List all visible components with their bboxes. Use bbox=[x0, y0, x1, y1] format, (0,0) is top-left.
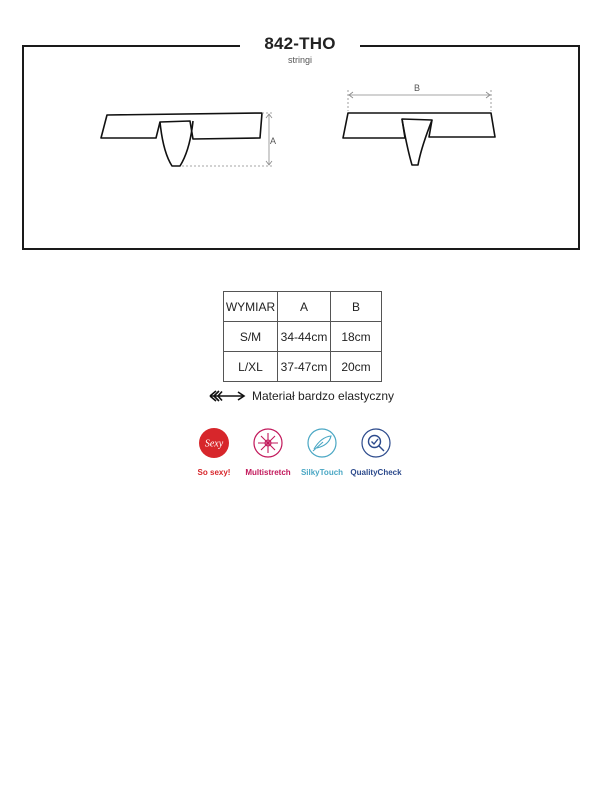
dimension-a-label: A bbox=[270, 136, 277, 146]
front-pouch bbox=[160, 121, 193, 166]
front-waistband bbox=[101, 113, 262, 139]
front-view-drawing bbox=[101, 113, 262, 166]
back-string bbox=[402, 119, 432, 165]
stretch-arrows-icon bbox=[208, 390, 246, 402]
table-header-row bbox=[224, 292, 382, 322]
table-header-cell: B bbox=[331, 292, 382, 322]
table-row bbox=[224, 352, 382, 382]
table-cell: 20cm bbox=[331, 352, 382, 382]
table-header-cell: A bbox=[278, 292, 331, 322]
thong-diagram bbox=[0, 0, 600, 260]
table-cell: 18cm bbox=[331, 322, 382, 352]
table-cell: L/XL bbox=[224, 352, 278, 382]
dimension-b bbox=[348, 90, 491, 111]
back-waistband bbox=[343, 113, 495, 138]
stretch-note-text: Materiał bardzo elastyczny bbox=[252, 389, 395, 403]
badge-label: QualityCheck bbox=[350, 468, 402, 477]
feather-icon bbox=[307, 428, 337, 458]
sexy-icon-text: Sexy bbox=[204, 438, 224, 450]
feature-badges bbox=[188, 428, 418, 484]
back-view-drawing bbox=[343, 113, 495, 165]
product-code: 842-THO bbox=[264, 34, 336, 53]
table-row bbox=[224, 322, 382, 352]
multistretch-icon bbox=[253, 428, 283, 458]
size-table bbox=[223, 291, 382, 382]
quality-check-icon bbox=[361, 428, 391, 458]
table-cell: 34-44cm bbox=[278, 322, 331, 352]
sexy-icon bbox=[199, 428, 229, 458]
badge-label: SilkyTouch bbox=[300, 468, 344, 477]
badge-so-sexy bbox=[184, 428, 244, 477]
badge-qualitycheck bbox=[346, 428, 406, 477]
dimension-b-label: B bbox=[414, 83, 421, 93]
badge-label: Multistretch bbox=[245, 468, 291, 477]
table-cell: S/M bbox=[224, 322, 278, 352]
product-type: stringi bbox=[287, 55, 312, 65]
table-cell: 37-47cm bbox=[278, 352, 331, 382]
stretch-note bbox=[208, 388, 394, 404]
badge-multistretch bbox=[238, 428, 298, 477]
badge-label: So sexy! bbox=[197, 468, 231, 477]
table-header-cell: WYMIAR bbox=[224, 292, 278, 322]
badge-silkytouch bbox=[292, 428, 352, 477]
